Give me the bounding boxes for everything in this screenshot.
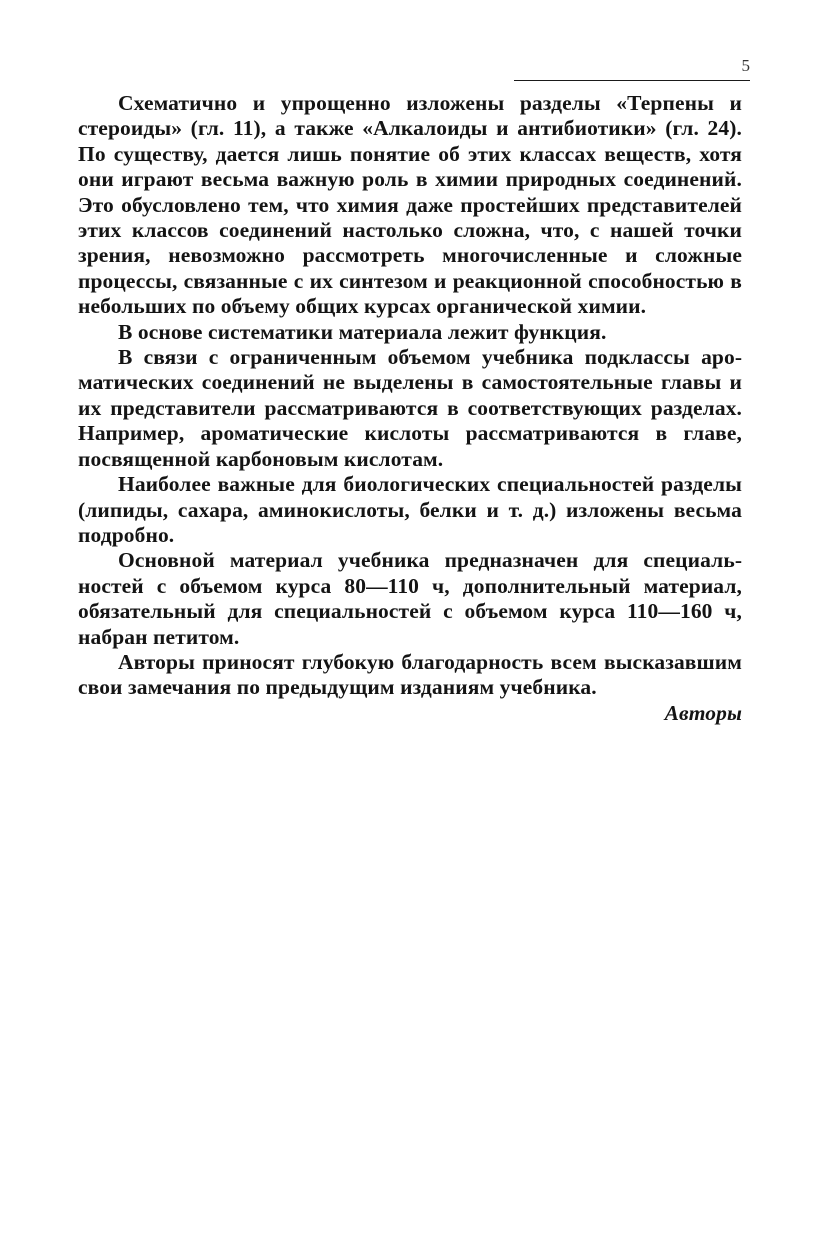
page-header <box>514 56 750 81</box>
preface-text <box>78 91 742 726</box>
paragraph-biological-sections: Наиболее важные для биологических специальностей разделы (липиды, сахара, аминокислоты, белки и т. д.) изложены весьма подробно. <box>78 472 742 547</box>
paragraph-course-material: Основной материал учебника предназначен для специальностей с объемом курса 80—110 ч, дополнительный материал, обязательный для специальностей с объемом курса 110—160 ч, набран петитом. <box>78 548 742 649</box>
paragraph-systematics: В основе систематики материала лежит функция. <box>118 319 607 344</box>
authors-signature: Авторы <box>664 700 742 725</box>
paragraph-sections-overview: Схематично и упрощенно изложены разделы «Терпены и стероиды» (гл. 11), а также «Алкалоиды и антибиотики» (гл. 24). По существу, дается лишь понятие об этих классах веществ, хотя они играют весьма важную роль в химии природных соединений. Это обусловлено тем, что химия даже простейших представителей этих классов соединений настолько сложна, что, с нашей точки зрения, невозможно рассмотреть многочисленные и сложные процессы, связанные с их синтезом и реакционной способностью в небольших по объему общих курсах органической химии. <box>78 91 742 319</box>
paragraph-aromatic-subclasses: В связи с ограниченным объемом учебника подклассы ароматических соединений не выделены в самостоятельные главы и их представители рассматриваются в соответствующих разделах. Например, ароматические кислоты рассматриваются в главе, посвященной карбоновым кислотам. <box>78 345 742 471</box>
paragraph-acknowledgement: Авторы приносят глубокую благодарность всем высказавшим свои замечания по предыдущим изданиям учебника. <box>78 649 742 700</box>
page-number: 5 <box>741 56 750 75</box>
